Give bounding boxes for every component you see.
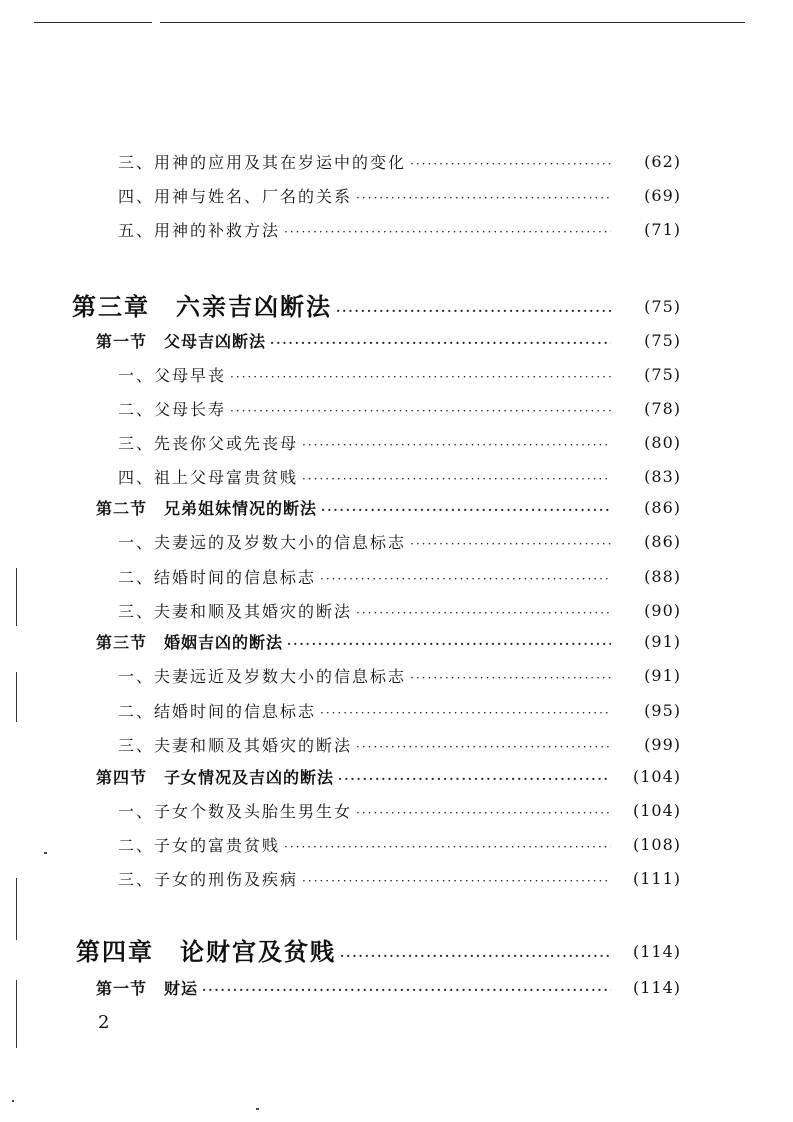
toc-item [118,218,615,241]
toc-chapter [72,287,615,322]
toc-item [118,431,615,454]
leader-dots [410,157,611,171]
toc-title: 第一节 父母吉凶断法 [96,332,267,351]
toc-page-number: (71) [644,220,681,239]
toc-page-number: (90) [644,601,681,620]
toc-page-number: (75) [644,365,681,384]
toc-title: 四、用神与姓名、厂名的关系 [118,187,353,206]
leader-dots [338,772,611,786]
toc-item [118,799,615,822]
toc-section [96,329,615,352]
leader-dots [287,637,611,651]
toc-title: 二、结婚时间的信息标志 [118,568,317,587]
toc-chapter [76,932,615,967]
toc-title: 第二节 兄弟姐妹情况的断法 [96,499,318,518]
toc-section [96,630,615,653]
toc-page-number: (114) [632,942,681,961]
leader-dots [410,671,611,685]
leader-dots [302,438,611,452]
scan-margin-line [16,980,17,1048]
toc-page-number: (75) [644,297,681,316]
toc-title: 二、结婚时间的信息标志 [118,702,317,721]
toc-title: 二、子女的富贵贫贱 [118,836,281,855]
toc-title: 一、子女个数及头胎生男生女 [118,802,353,821]
leader-dots [230,370,611,384]
toc-title: 三、用神的应用及其在岁运中的变化 [118,153,407,172]
toc-section [96,765,615,788]
toc-title: 一、夫妻远的及岁数大小的信息标志 [118,533,407,552]
toc-item [118,363,615,386]
leader-dots [356,806,611,820]
toc-title: 一、父母早丧 [118,366,227,385]
toc-item [118,664,615,687]
toc-page-number: (91) [644,666,681,685]
toc-title: 三、子女的刑伤及疾病 [118,870,299,889]
toc-page-number: (108) [632,835,681,854]
toc-page-number: (75) [644,331,681,350]
toc-item [118,699,615,722]
toc-item [118,733,615,756]
toc-page-number: (86) [644,498,681,517]
leader-dots [321,503,611,517]
toc-page-number: (99) [644,735,681,754]
toc-page-number: (88) [644,567,681,586]
toc-title: 一、夫妻远近及岁数大小的信息标志 [118,667,407,686]
toc-section [96,496,615,519]
scan-speck [12,1100,14,1102]
leader-dots [320,572,611,586]
leader-dots [230,404,611,418]
toc-title: 三、先丧你父或先丧母 [118,434,299,453]
toc-item [118,599,615,622]
page-number: 2 [98,1012,110,1033]
leader-dots [284,840,611,854]
leader-dots [302,472,611,486]
leader-dots [302,874,611,888]
toc-title: 三、夫妻和顺及其婚灾的断法 [118,736,353,755]
toc-item [118,530,615,553]
leader-dots [284,225,611,239]
toc-page-number: (91) [644,632,681,651]
toc-page-number: (78) [644,399,681,418]
scan-speck [256,1108,259,1110]
toc-item [118,465,615,488]
toc-item [118,184,615,207]
leader-dots [356,606,611,620]
toc-title: 四、祖上父母富贵贫贱 [118,468,299,487]
scan-speck [44,852,47,854]
toc-title: 五、用神的补救方法 [118,221,281,240]
leader-dots [336,304,611,318]
toc-page-number: (104) [632,767,681,786]
toc-title: 第三节 婚姻吉凶的断法 [96,633,284,652]
toc-item [118,397,615,420]
toc-item [118,150,615,173]
toc-page-number: (80) [644,433,681,452]
toc-page-number: (104) [632,801,681,820]
toc-title: 三、夫妻和顺及其婚灾的断法 [118,602,353,621]
leader-dots [356,740,611,754]
toc-page-number: (114) [632,978,681,997]
toc-title: 第四节 子女情况及吉凶的断法 [96,768,335,787]
toc-page-number: (95) [644,701,681,720]
toc-section [96,976,615,999]
toc-title: 第三章 六亲吉凶断法 [72,292,332,321]
scan-margin-line [16,878,17,940]
leader-dots [320,706,611,720]
leader-dots [270,336,611,350]
leader-dots [356,191,611,205]
toc-item [118,565,615,588]
toc-title: 二、父母长寿 [118,400,227,419]
top-rule-left [34,22,152,23]
toc-title: 第四章 论财宫及贫贱 [76,937,336,966]
toc-title: 第一节 财运 [96,979,199,998]
toc-item [118,867,615,890]
scan-margin-line [16,568,17,626]
leader-dots [202,983,611,997]
leader-dots [410,537,611,551]
top-rule-right [160,22,745,23]
toc-item [118,833,615,856]
toc-page-number: (86) [644,532,681,551]
leader-dots [340,949,611,963]
toc-page-number: (111) [632,869,681,888]
scan-margin-line [16,672,17,722]
toc-page-number: (62) [644,152,681,171]
toc-page-number: (83) [644,467,681,486]
toc-page-number: (69) [644,186,681,205]
